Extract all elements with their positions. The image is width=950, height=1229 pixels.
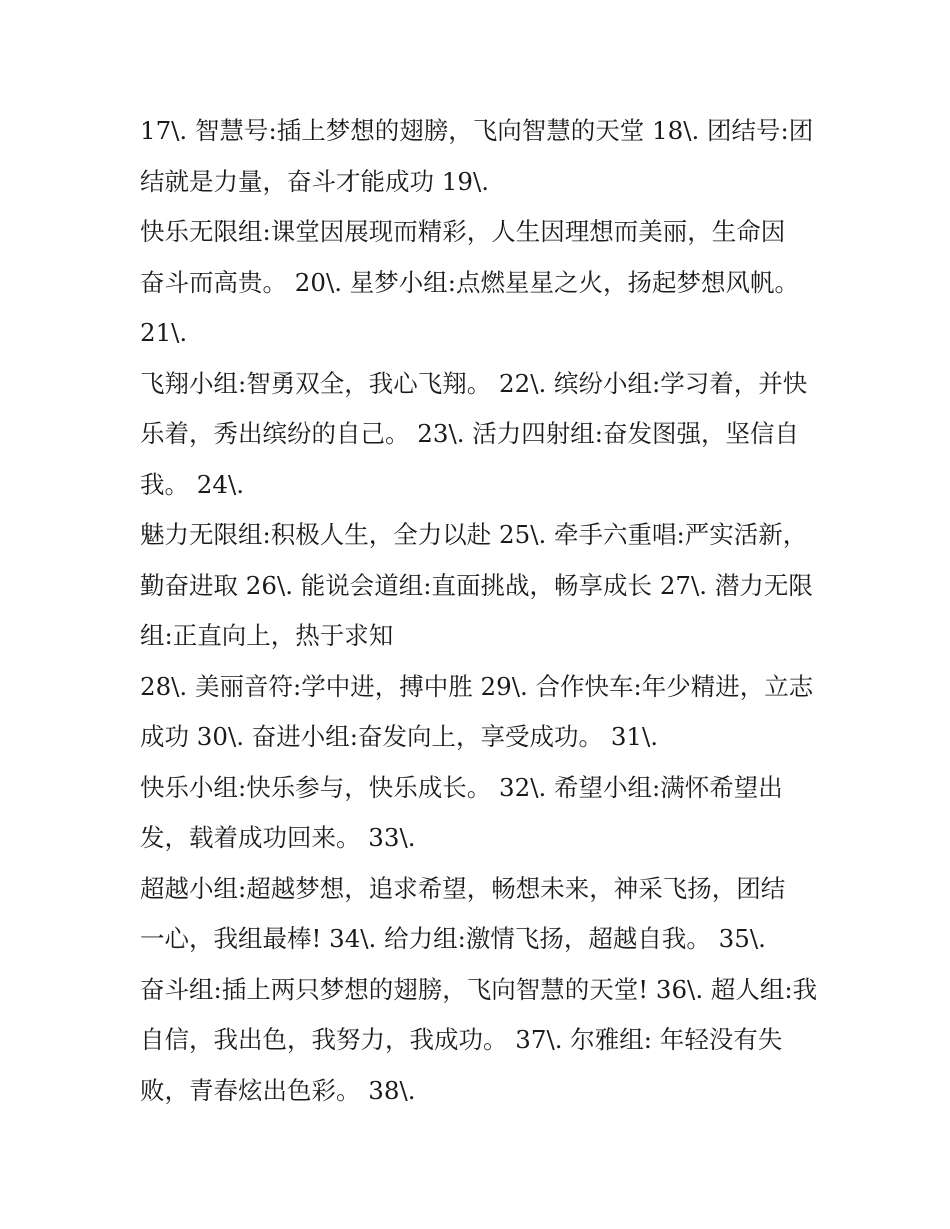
text-line-16: 超越小组:超越梦想，追求希望，畅想未来，神采飞扬，团结 [140, 873, 786, 903]
text-line-5: 21\. [140, 318, 188, 347]
text-line-8: 我。 24\. [140, 469, 245, 499]
document-body [140, 106, 820, 1116]
text-line-4: 奋斗而高贵。 20\. 星梦小组:点燃星星之火，扬起梦想风帆。 [140, 267, 800, 297]
text-line-2: 结就是力量，奋斗才能成功 19\. [140, 166, 490, 196]
text-line-20: 败，青春炫出色彩。 38\. [140, 1075, 416, 1105]
text-line-10: 勤奋进取 26\. 能说会道组:直面挑战，畅享成长 27\. 潜力无限 [140, 570, 813, 600]
text-line-15: 发，载着成功回来。 33\. [140, 823, 416, 852]
text-line-13: 成功 30\. 奋进小组:奋发向上，享受成功。 31\. [140, 722, 659, 751]
text-line-1: 17\. 智慧号:插上梦想的翅膀，飞向智慧的天堂 18\. 团结号:团 [140, 116, 814, 145]
text-line-7: 乐着，秀出缤纷的自己。 23\. 活力四射组:奋发图强，坚信自 [140, 419, 800, 448]
text-line-17: 一心，我组最棒! 34\. 给力组:激情飞扬，超越自我。 35\. [140, 924, 766, 953]
text-line-11: 组:正直向上，热于求知 [140, 621, 394, 650]
text-line-6: 飞翔小组:智勇双全，我心飞翔。 22\. 缤纷小组:学习着，并快 [140, 368, 808, 398]
text-line-12: 28\. 美丽音符:学中进，搏中胜 29\. 合作快车:年少精进，立志 [140, 671, 814, 701]
text-line-9: 魅力无限组:积极人生，全力以赴 25\. 牵手六重唱:严实活新， [140, 520, 808, 549]
text-line-18: 奋斗组:插上两只梦想的翅膀，飞向智慧的天堂! 36\. 超人组:我 [140, 974, 818, 1004]
text-line-19: 自信，我出色，我努力，我成功。 37\. 尔雅组: 年轻没有失 [140, 1025, 783, 1054]
text-line-14: 快乐小组:快乐参与，快乐成长。 32\. 希望小组:满怀希望出 [140, 772, 783, 802]
text-line-3: 快乐无限组:课堂因展现而精彩，人生因理想而美丽，生命因 [140, 217, 786, 246]
